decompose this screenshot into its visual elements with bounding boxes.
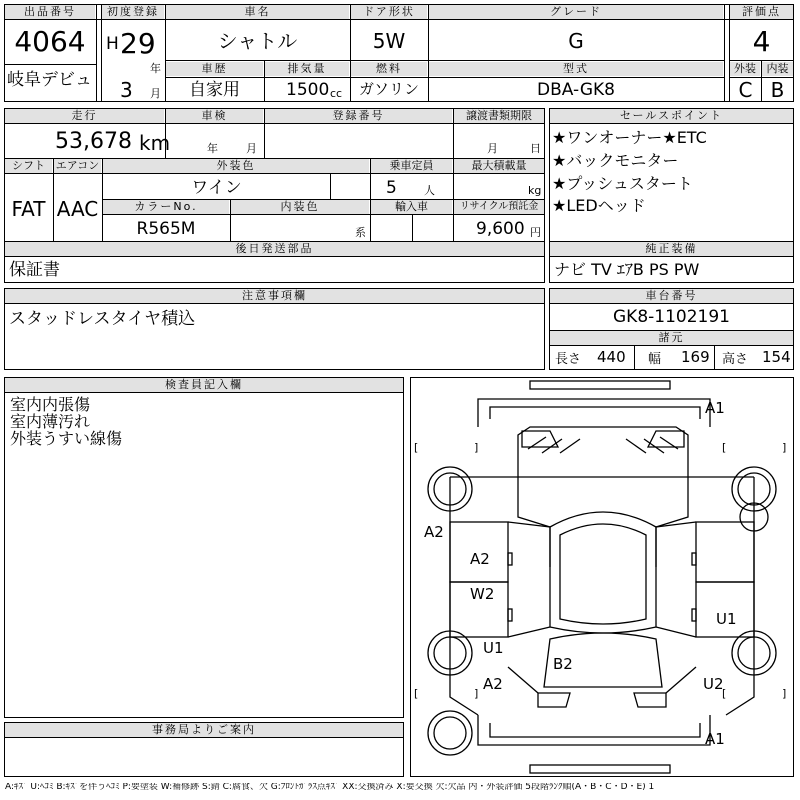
specs-width-label: 幅 [648, 352, 662, 367]
svg-text:[: [ [722, 687, 727, 700]
deferred-parts-label: 後日発送部品 [5, 242, 544, 256]
notes-label: 注意事項欄 [5, 289, 544, 303]
sales-point-3: ★プッシュスタート [552, 174, 693, 193]
fuel-label: 燃料 [351, 62, 427, 76]
mileage-value: 53,678 [55, 129, 132, 154]
score-int-label: 内装 [762, 62, 793, 76]
svg-text:]: ] [474, 441, 479, 454]
max-load-label: 最大積載量 [454, 159, 544, 173]
car-name-label: 車名 [166, 5, 349, 19]
recycle-value: 9,600 [476, 219, 525, 239]
inspection-month-unit: 月 [246, 142, 257, 155]
score-int-value: B [770, 78, 785, 102]
legend-text: A:ｷｽﾞ U:ﾍｺﾐ B:ｷｽﾞを伴うﾍｺﾐ P:要塗装 W:補修跡 S:錆 C:腐食、欠 G:ﾌﾛﾝﾄｶﾞﾗｽ点ｷｽﾞ XX:交換済み X:要交換 欠:欠品 内・外装評価 5段階ﾗﾝｸ順(A・B・C・D・E) 1 [5, 783, 655, 792]
specs-height: 154 [762, 348, 791, 366]
first-reg-era: H [106, 34, 119, 54]
history-label: 車歴 [166, 62, 263, 76]
aircon-value: AAC [56, 197, 99, 221]
displacement-label: 排気量 [265, 62, 349, 76]
mark-left-rear-tire: U1 [483, 639, 504, 657]
door-label: ドア形状 [351, 5, 427, 19]
sales-point-1: ★ワンオーナー★ETC [552, 128, 707, 147]
genuine-equipment-value: ナビ TV ｴｱB PS PW [554, 260, 700, 279]
displacement-value: 1500 [286, 80, 330, 100]
inspection-label: 車検 [166, 109, 263, 123]
transfer-day-unit: 日 [530, 142, 541, 155]
inspector-label: 検査員記入欄 [5, 378, 403, 392]
max-load-unit: kg [528, 184, 542, 197]
notes-value: スタッドレスタイヤ積込 [9, 309, 196, 329]
door-type: 5W [372, 29, 406, 53]
lot-number: 4064 [14, 25, 86, 58]
svg-text:[: [ [414, 687, 419, 700]
deferred-parts-value: 保証書 [9, 260, 60, 280]
mark-left-rear-door: W2 [470, 585, 495, 603]
sales-point-4: ★LEDヘッド [552, 196, 646, 215]
capacity-label: 乗車定員 [371, 159, 452, 173]
mileage-unit: km [139, 131, 171, 155]
model-code: DBA-GK8 [537, 80, 615, 100]
history-value: 自家用 [189, 80, 240, 100]
specs-width: 169 [681, 348, 710, 366]
recycle-unit: 円 [530, 226, 541, 239]
specs-label: 諸元 [550, 331, 793, 345]
mark-rear: A1 [705, 730, 725, 748]
mark-left-front-fender: A2 [424, 523, 444, 541]
mark-right-rear-quarter: U2 [703, 675, 724, 693]
mark-front: A1 [705, 399, 725, 417]
score-ext-label: 外装 [730, 62, 760, 76]
mark-rear-glass: B2 [553, 655, 573, 673]
inspector-line-2: 室内薄汚れ [10, 412, 91, 431]
chassis-no-value: GK8-1102191 [613, 307, 730, 327]
mileage-label: 走行 [5, 109, 164, 123]
shift-label: シフト [5, 159, 52, 173]
chassis-no-label: 車台番号 [550, 289, 793, 303]
score-ext-value: C [738, 78, 753, 102]
int-color-unit: 系 [355, 226, 366, 239]
first-reg-label: 初度登録 [102, 5, 164, 19]
shift-value: FAT [11, 197, 46, 221]
color-no-label: カラーNo. [103, 200, 229, 214]
sales-point-2: ★バックモニター [552, 151, 679, 170]
mark-left-front-door: A2 [470, 550, 490, 568]
aircon-label: エアコン [55, 159, 100, 172]
displacement-unit: cc [330, 87, 343, 100]
lot-label: 出品番号 [5, 5, 95, 19]
grade-label: グレード [429, 5, 723, 19]
car-diagram-drawing [410, 377, 794, 777]
model-code-label: 型式 [429, 62, 723, 76]
import-label: 輸入車 [371, 200, 452, 214]
mark-left-rear-quarter: A2 [483, 675, 503, 693]
specs-length-label: 長さ [555, 352, 582, 367]
specs-height-label: 高さ [722, 352, 749, 367]
first-reg-month: 3 [120, 78, 133, 102]
first-reg-year-unit: 年 [150, 62, 161, 75]
sales-points-label: セールスポイント [550, 109, 793, 123]
svg-text:]: ] [782, 687, 787, 700]
ext-color-label: 外装色 [103, 159, 369, 173]
capacity-value: 5 [386, 178, 397, 198]
int-color-label: 内装色 [231, 200, 369, 214]
inspector-line-3: 外装うすい線傷 [10, 429, 123, 448]
genuine-equipment-label: 純正装備 [550, 242, 793, 256]
fuel-value: ガソリン [358, 80, 419, 98]
score-value: 4 [752, 25, 771, 58]
score-label: 評価点 [730, 5, 793, 19]
first-reg-month-unit: 月 [150, 87, 161, 100]
recycle-label: リサイクル預託金 [454, 200, 544, 214]
office-label: 事務局よりご案内 [5, 723, 403, 737]
svg-text:[: [ [722, 441, 727, 454]
capacity-unit: 人 [424, 184, 435, 197]
venue-name: 岐阜デビュ [7, 70, 92, 90]
reg-no-label: 登録番号 [265, 109, 452, 123]
grade-value: G [568, 29, 584, 53]
specs-length: 440 [597, 348, 626, 366]
svg-text:]: ] [474, 687, 479, 700]
first-reg-year: 29 [120, 27, 156, 60]
inspector-line-1: 室内内張傷 [10, 395, 91, 414]
svg-text:]: ] [782, 441, 787, 454]
inspection-year-unit: 年 [207, 142, 218, 155]
transfer-month-unit: 月 [487, 142, 498, 155]
svg-text:[: [ [414, 441, 419, 454]
ext-color-value: ワイン [191, 178, 242, 198]
transfer-deadline-label: 譲渡書類期限 [454, 109, 544, 123]
car-name: シャトル [217, 29, 298, 53]
mark-right-rear-door: U1 [716, 610, 737, 628]
color-no-value: R565M [136, 219, 196, 239]
